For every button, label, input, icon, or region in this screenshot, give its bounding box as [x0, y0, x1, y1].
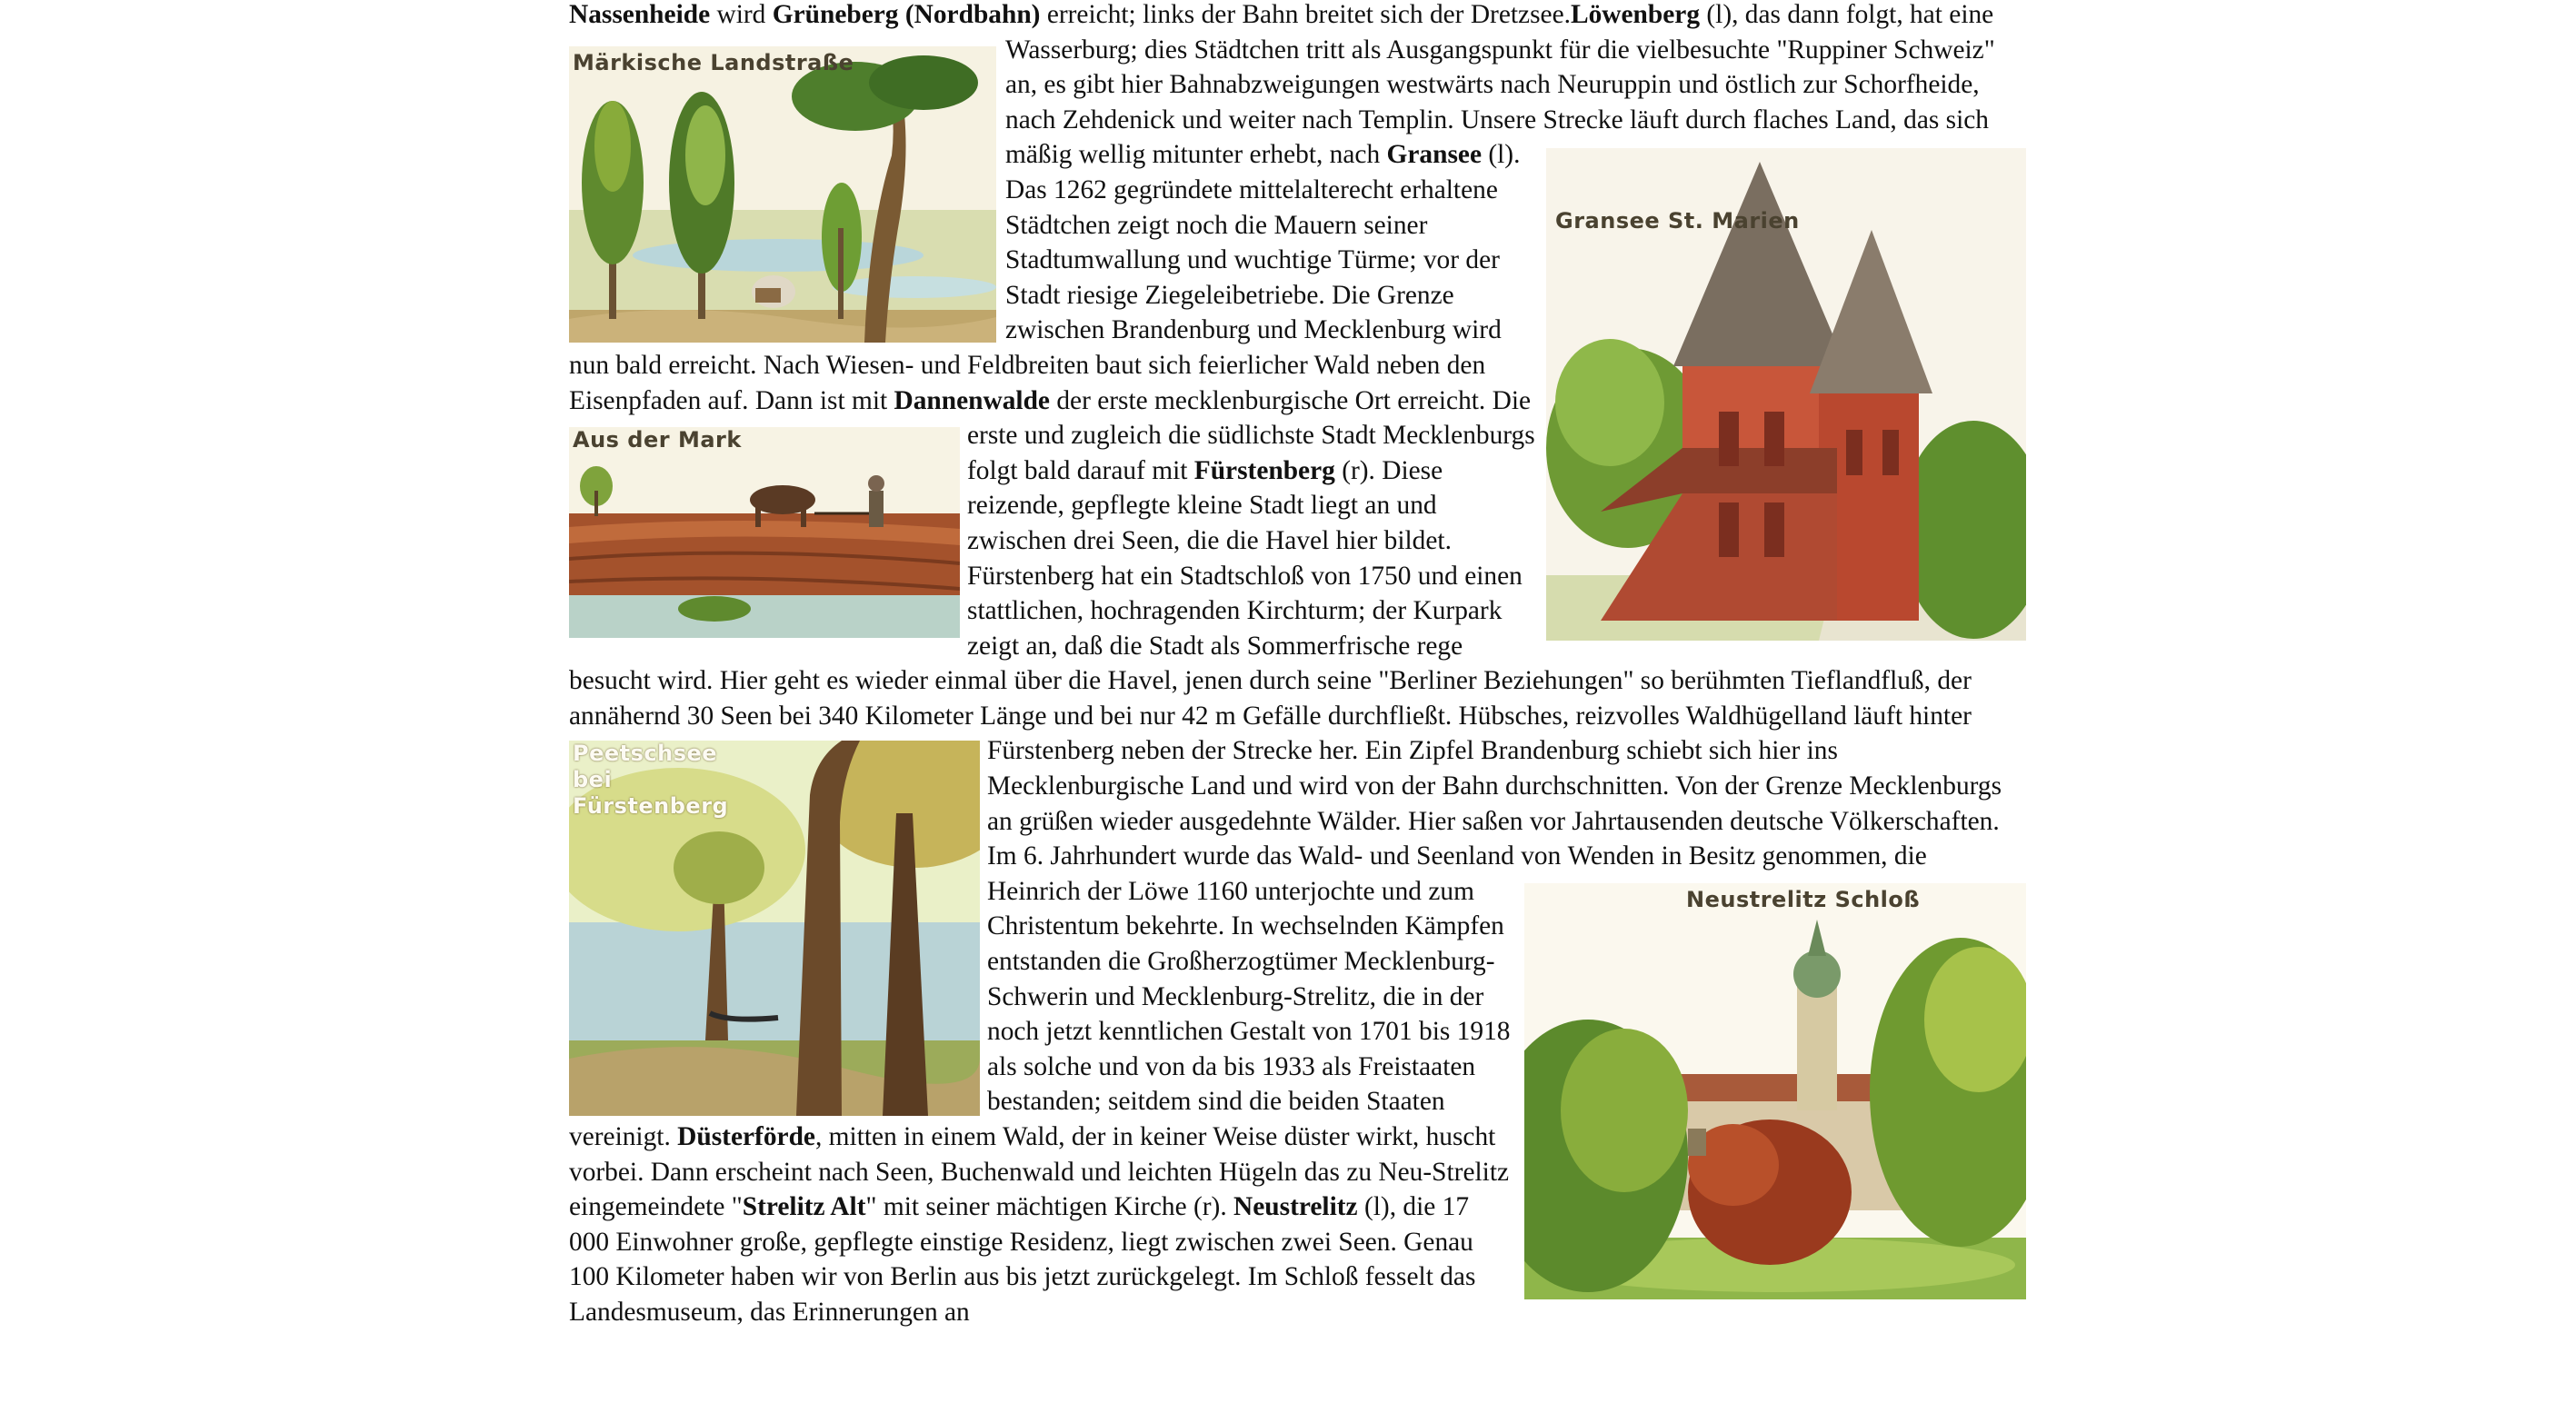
place-nassenheide: Nassenheide	[569, 0, 711, 29]
figure-gransee-st-marien	[1546, 148, 2026, 641]
place-loewenberg: Löwenberg	[1570, 0, 1701, 29]
palace-illustration	[1524, 883, 2026, 1299]
plowing-illustration	[569, 427, 960, 638]
body-text: Nassenheide wird Grüneberg (Nordbahn) erreicht; links der Bahn breitet sich der Dretzsee.Löwenberg (l), das dann Märkische Landstraße folgt, hat eine Wasserburg; dies Städtchen tritt als Ausgangspunkt für die vielbesuchte "Ruppiner Schweiz" an, es gibt hier Bahnabzweigungen westwärts nach Neuruppin und östlich zur Schorfheide, nach Zehdenick und weiter nach Templin. Unsere Strecke läuft durch flaches Land, das sich mäßig wellig mitunter erhebt, nach Gransee Gransee St. Marien (l). Das 1262 gegründete mittelalterecht erhaltene Städtchen zeigt noch die Mauern seiner Stadtumwallung und wuchtige Türme; vor der Stadt riesige Ziegeleibetriebe. Die Grenze zwischen Brandenburg und Mecklenburg wird nun bald erreicht. Nach Wiesen- und Feldbreiten baut sich feierlicher Wald neben den Eisenpfaden auf. Dann ist mit Dannenwalde der erste mecklenburgische Ort erreicht. Die erste und zugleich die Aus der Mark südlichste Stadt Mecklenburgs folgt bald darauf mit Fürstenberg (r). Diese reizende, gepflegte kleine Stadt liegt an und zwischen drei Seen, die die Havel hier bildet. Fürstenberg hat ein Stadtschloß von 1750 und einen stattlichen, hochragenden Kirchturm; der Kurpark zeigt an, daß die Stadt als Sommerfrische rege besucht wird. Hier geht es wieder einmal über die Havel, jenen durch seine "Berliner Beziehungen" so berühmten Tieflandfluß, der annähernd 30 Seen bei 340 Kilometer Länge und bei nur 42 m Gefälle durchfließt. Hübsches, reizvolles Waldhügelland Peetschsee bei Fürstenberg läuft hinter Fürstenberg neben der Strecke her. Ein Zipfel Brandenburg schiebt sich hier ins Mecklenburgische Land und wird von der Bahn durchschnitten. Von der Grenze Mecklenburgs an grüßen wieder ausgedehnte Wälder. Hier saßen vor Jahrtausenden deutsche Völkerschaften. Im 6. Jahrhundert wurde das Wald- und Seenland von Neustrelitz Schloß Wenden in Besitz genommen, die Heinrich der Löwe 1160 unterjochte und zum Christentum bekehrte. In wechselnden Kämpfen entstanden die Großherzogtümer Mecklenburg-Schwerin und Mecklenburg-Strelitz, die in der noch jetzt kenntlichen Gestalt von 1701 bis 1918 als solche und von da bis 1933 als Freistaaten bestanden; seitdem sind die beiden Staaten vereinigt. Düsterförde, mitten in einem Wald, der in keiner Weise düster wirkt, huscht vorbei. Dann erscheint nach Seen, Buchenwald und leichten Hügeln das zu Neu-Strelitz eingemeindete "Strelitz Alt" mit seiner mächtigen Kirche (r). Neustrelitz (l), die 17 000 Einwohner große, gepflegte einstige Residenz, liegt zwischen zwei Seen. Genau 100 Kilometer haben wir von Berlin aus bis jetzt zurückgelegt. Im Schloß fesselt das Landesmuseum, das Erinnerungen an	[569, 0, 2026, 1330]
figure-neustrelitz-schloss	[1524, 883, 2026, 1299]
figure-aus-der-mark	[569, 427, 960, 638]
place-gransee: Gransee	[1386, 140, 1482, 170]
figure-peetschsee-bei-fuerstenberg	[569, 741, 980, 1116]
figure-caption: Gransee St. Marien	[1555, 208, 1800, 234]
figure-caption: Neustrelitz Schloß	[1686, 886, 1921, 912]
figure-caption: Märkische Landstraße	[573, 49, 854, 75]
place-fuerstenberg: Fürstenberg	[1193, 455, 1335, 485]
place-strelitz-alt: Strelitz Alt	[742, 1192, 866, 1222]
document-page	[569, 0, 2026, 1330]
place-duesterfoerde: Düsterförde	[677, 1122, 815, 1151]
place-neustrelitz: Neustrelitz	[1233, 1192, 1358, 1222]
landscape-illustration	[569, 46, 996, 343]
figure-maerkische-landstrasse	[569, 46, 996, 343]
figure-caption: Aus der Mark	[573, 427, 742, 453]
place-grueneberg: Grüneberg (Nordbahn)	[772, 0, 1041, 29]
figure-caption: Peetschsee bei Fürstenberg	[573, 741, 729, 820]
place-dannenwalde: Dannenwalde	[894, 385, 1050, 415]
